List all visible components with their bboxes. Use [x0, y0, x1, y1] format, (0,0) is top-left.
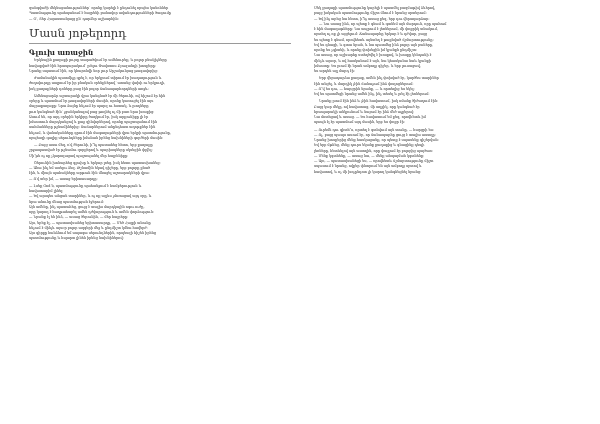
text-line: Ասում են, որ այդ օրերին երկիրը ծաղկում էր, իսկ արքունիքը լի էր	[29, 114, 149, 119]
text-line: Նրանք սպասում էին, որ կհայտնվի նոր լուր Արշակունյաց թագավորից:	[29, 68, 158, 73]
text-line: ժողովուրդը ապրում էր իր բնական օրենքներով՝ առանց վախի ու երկյուղի,	[29, 81, 166, 86]
text-line: հնչում, և վանականները գրում էին մագաղաթների վրա երկրի պատմությունը,	[29, 130, 171, 135]
text-line: Այս գիրքը հանձնում եմ ապագա սերունդներին, որպեսզի հիշեն իրենց	[29, 231, 156, 235]
text-line: պատմությունը և հպարտ լինեն իրենց նախնիներով:	[29, 236, 124, 241]
text-line: պապն էլ էր պատմում այդ մասին, երբ ես փոքր էի:	[314, 120, 405, 125]
text-line: — Ո՞վ ես դու, — հարցրին նրանք, — և որտեղից ես եկել:	[314, 86, 415, 91]
paragraph	[29, 58, 291, 74]
text-line: Մի՞թե ոչ ոք չկարողացավ պաշտպանել մեր հայրենիքը:	[29, 153, 129, 158]
paragraph	[29, 76, 291, 92]
text-line: սահմանները թշնամիներից: Տաճարներում անընդհատ աղոթքներ էին	[29, 125, 156, 130]
text-line: լուռ կանգնած էին՝ չցանկանալով բաց թողնել ոչ մի բառ նրա խոսքից:	[29, 109, 155, 114]
text-line: — Եվ այսպես անցան տարիներ, և ոչ ոք այլևս չմոռացավ այդ օրը, և	[29, 194, 152, 199]
right-body	[314, 22, 576, 128]
text-line: Այն ամենը, ինչ պատահեց, ցույց է տալիս մարդկային ոգու ուժը,	[29, 204, 145, 209]
paragraph	[29, 143, 291, 159]
text-line: — Մենք կգտնենք, — ասաց նա, — մենք անպայման կգտնենք:	[314, 153, 425, 158]
text-line: Նրանց խոսքերից մենք հասկացանք, որ պետք է սպասենք գիշերվան:	[314, 138, 439, 142]
text-line: հավատարիմ լինել:	[29, 189, 64, 193]
text-line: Այս, երեք էլ, — պատասխանեց երիտասարդը, — Մեծ Հայքի անունը	[29, 220, 151, 225]
text-line: բայց իսկական պատմությունը միշտ մնում է նրանց սրտերում:	[314, 11, 427, 16]
text-line: հրապարակի անկյունում և նայում էր ինձ մեծ աչքերով:	[314, 109, 415, 114]
paragraph	[314, 99, 576, 125]
text-line: զանգվածի մեկնաբանություններ՝ որոնք կարելի է ընդունել որպես կանոններ	[29, 6, 169, 10]
text-line: որը կարող է հաղթահարել ամեն դժվարություն և ամեն փորձություն:	[29, 210, 155, 214]
text-line: նրա անունը մնաց պատմության էջերում:	[29, 199, 104, 204]
chapter-title: Գլուխ առաջին	[29, 47, 94, 57]
text-line: — Ուրեմն դու գիտե՞ս, որտեղ է գտնվում այն տունը, — հարցրի ես:	[314, 127, 434, 132]
right-top-text	[314, 6, 576, 22]
text-line: — Բայց ասա մեզ, ո՛վ ծերունի, ի՞նչ պատահեց հետո, երբ քաղաքը	[34, 143, 153, 147]
text-line: Նա մոտեցավ և ասաց. — Ես հավատում եմ քեզ, որովհետև իմ	[314, 115, 426, 119]
text-line: որտեղ ոչ ոք չի այցելում: Ճանապարհը երկար է և դժվար, բայց	[314, 32, 427, 37]
text-line: Ամենաբարձր աշտարակի վրա կանգնած էր մի ծերունի, ով հիշում էր հին	[34, 93, 166, 98]
text-line: օրերը և պատմում էր թագավորների մասին, որոնք կառուցել էին այս	[29, 99, 154, 103]
text-line: էին, և միայն պահակները արթուն էին մնացել աշտարակների վրա:	[29, 171, 150, 176]
text-line: Պատմությունը պահպանում է հայրենի բանավոր ավանդությունների ծագումը	[29, 11, 171, 16]
text-line: — Այո, — պատասխանեցի ես, — որովհետև ճշմարտությունը միշտ	[314, 159, 434, 163]
text-line: իսկ քաղաքների դռները բաց էին բոլոր ճանապարհորդների առջև:	[29, 86, 150, 91]
text-line: որոնք ես չգիտեի, և որոնք փոխեցին իմ կյանքն ընդմիշտ:	[314, 48, 417, 52]
text-line: — Նրանք էլ են ինձ, — ասաց ծերունին, — մեր հայրերը:	[29, 215, 129, 220]
text-line: — Եվ ինչ արեց նա հետո, ի՞նչ ասաց քեզ, երբ դու վերադարձար:	[314, 16, 430, 21]
text-line: ես պետք է գնամ, որովհետև այնտեղ է թաքնված ճշմարտությունը:	[314, 37, 434, 42]
text-line: Նրանք լսում էին ինձ և չէին հավատում, իսկ ոմանք ծիծաղում էին:	[319, 99, 439, 104]
chapter-body	[29, 58, 291, 184]
text-line: Բայց կար մեկը, ով հավատաց, մի աղջիկ, որը կանգնած էր	[314, 104, 420, 109]
dialogue-text	[29, 184, 291, 242]
text-line: հավաքված էին հրապարակում՝ լսելու Փավստոս Բյուզանդի խոսքերը:	[29, 63, 157, 68]
text-line: — Ո՛վ տեր իմ, — ասաց երիտասարդը:	[29, 176, 98, 181]
text-line: էին անցել, և մարդիկ չէին ճանաչում ինձ փողոցներում:	[314, 81, 414, 86]
text-line: Մեկ քաղաքի պատմությունը կարելի է պատմել բազմաթիվ ձևերով,	[314, 6, 436, 10]
right-column	[314, 6, 576, 175]
text-line: Նա ասաց, որ աշխարհը ստեղծվել է խոսքով, և խոսքը կենդանի է	[314, 53, 432, 58]
text-line: իմաստը: Ես լսում էի նրան ամբողջ գիշեր, և երբ լուսացավ,	[314, 63, 421, 68]
text-line: — Լսեք Gnd ն, պատմությունը պահանջում է համբերություն և	[29, 183, 142, 188]
text-line: Եվ երբ մթնեց, մենք դուրս եկանք քաղաքից և գնացինք դեպի	[314, 143, 425, 148]
intro-text	[29, 6, 291, 22]
text-line: Եվ ես գնացի, և գտա նրան, և նա պատմեց ինձ բոլոր այն բաները,	[314, 42, 434, 47]
text-line: լեռները, հետևելով այն աստղին, որը փայլում էր բոլորից պայծառ:	[314, 148, 433, 153]
paragraph	[314, 22, 576, 75]
text-line: մինչև այսօր, և ով հասկանում է այն, նա կհասկանա նաև կյանքի	[314, 58, 431, 63]
text-line: հավատով, և ոչ մի խոչընդոտ չի կարող կանգնեցնել նրանց:	[314, 169, 422, 174]
text-line: հնչում է մինչև այսօր բոլոր ազգերի մեջ և ընդմիշտ կմնա հավերժ:	[29, 225, 148, 230]
paragraph	[314, 76, 576, 97]
text-line: Երբ վերադարձա քաղաք, ամեն ինչ փոխված էր, կարծես տարիներ	[319, 76, 439, 81]
text-line: իմաստուն մարդկանցով և քաջ զինվորներով, որոնք պաշտպանում էին	[29, 120, 158, 124]
text-line: Եվ ես պատմեցի նրանց ամեն ինչ, ինչ տեսել և լսել էի լեռներում:	[314, 92, 430, 96]
paragraph	[29, 161, 291, 182]
text-line: Ծերունին խոնարհեց գլուխը և երկար լռեց, իսկ հետո պատասխանեց:	[34, 160, 161, 165]
text-line: շրջապատված էր թշնամու զորքերով և պարիսպները սկսեցին փլվել:	[29, 148, 153, 153]
text-line: ես արդեն այլ մարդ էի:	[314, 69, 355, 73]
text-line: մայրաքաղաքը: Նրա ձայնը հնչում էր պարզ ու հստակ, և լսողները	[29, 104, 149, 109]
text-line: — Օ՛, Տեր Հայաստանյայց ըն՛ դարձեր աշխարհին:	[29, 16, 119, 21]
text-line: Երկնային քաղաքի լույսը տարածվում էր ամենուրեք, և բոլոր բնակիչները	[34, 58, 167, 63]
text-line: որպեսզի գալիք սերունդները իմանան իրենց նախնիների գործերի մասին:	[29, 135, 164, 140]
text-line: է հին մագաղաթները: Նա ապրում է լեռներում, մի փոքրիկ տնակում,	[314, 27, 438, 31]
part-title: Մասն յոթերորդ	[29, 26, 291, 44]
text-line: սպասում է նրանց, ովքեր փնտրում են այն ամբողջ սրտով և	[314, 164, 422, 169]
text-line: Ժամանակին պատմիչը գրել է, որ երկրում տիրում էր խաղաղություն և	[34, 76, 162, 80]
text-line: — Ահա ինչ եմ ասելու ձեզ. Թշնամին եկավ գիշերը, երբ բոլորը քնած	[29, 166, 151, 170]
left-column	[29, 6, 291, 242]
text-line: — Նա ասաց ինձ, որ պետք է գնամ և գտնեմ այն մարդուն, որը պահում	[319, 21, 447, 26]
paragraph	[29, 94, 291, 141]
text-line: — Ոչ, բայց պապս ասում էր, որ ճանապարհը ցույց է տալիս աստղը:	[314, 132, 436, 137]
closing-text	[314, 128, 576, 175]
